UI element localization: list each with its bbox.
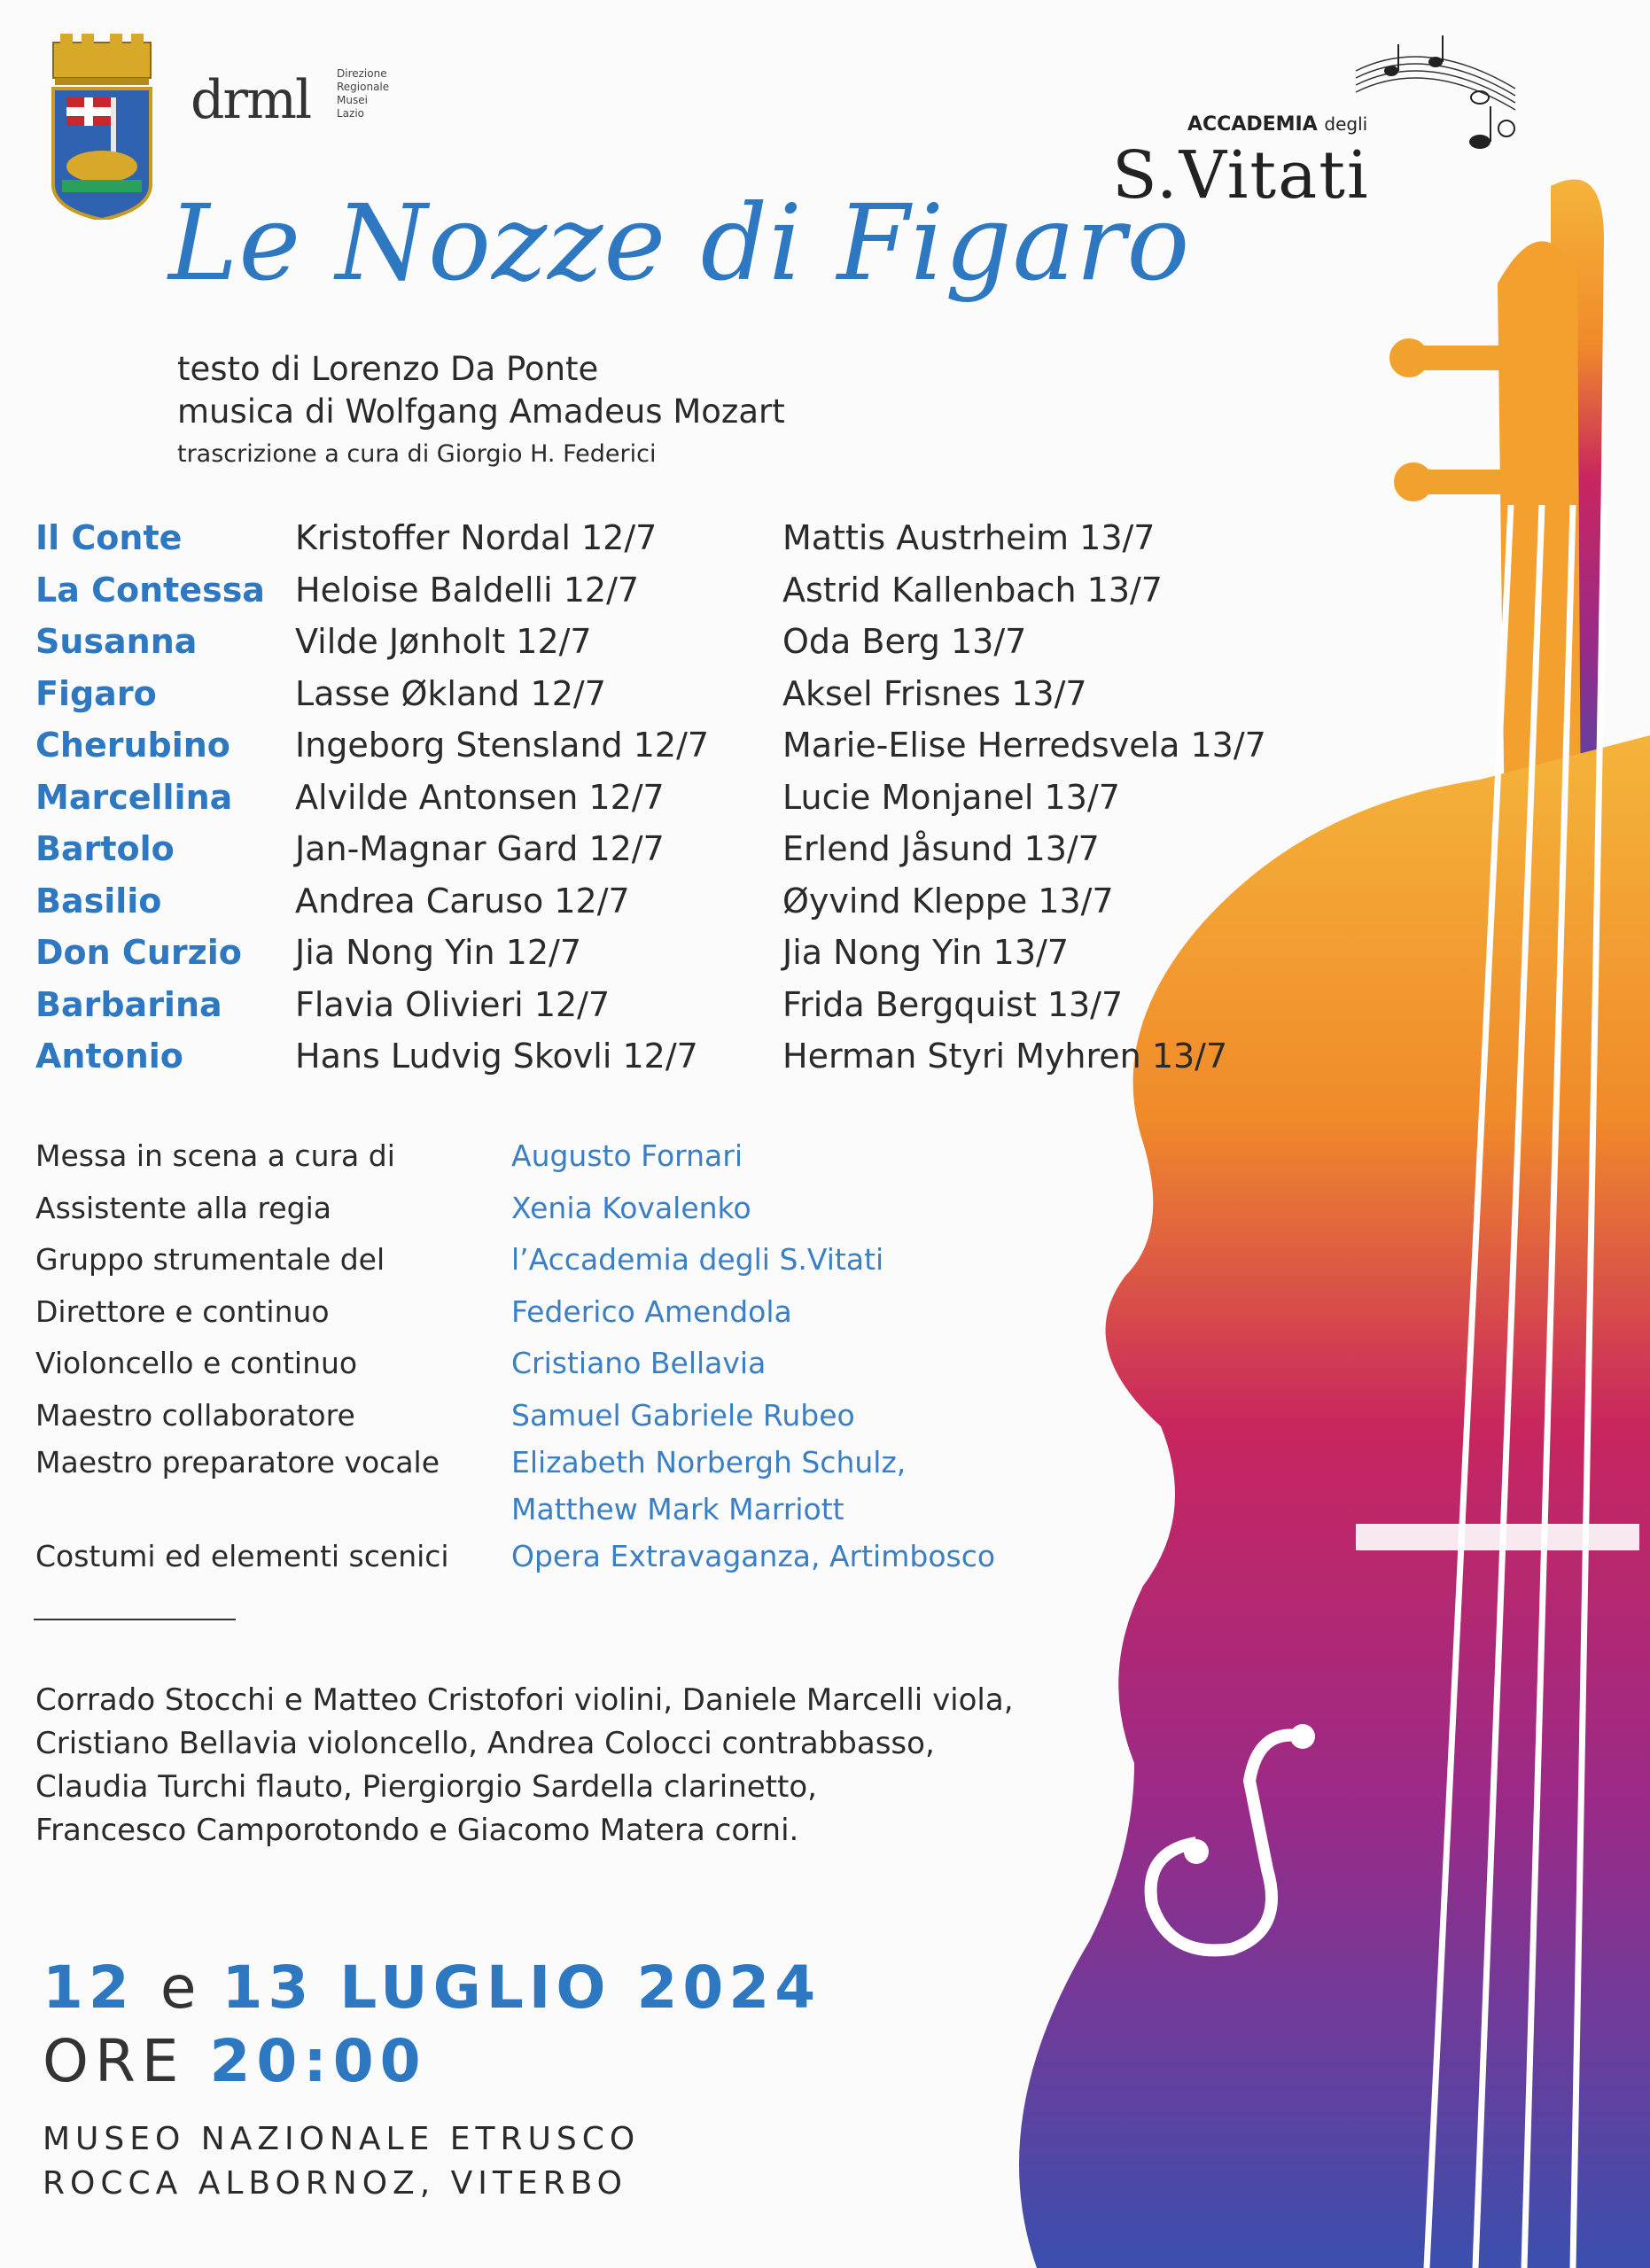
credit-value: Cristiano Bellavia: [511, 1346, 767, 1380]
credit-row: [35, 1294, 1055, 1347]
role: Don Curzio: [35, 933, 242, 972]
singer-12: Lasse Økland 12/7: [295, 673, 606, 713]
singer-13: Mattis Austrheim 13/7: [782, 518, 1156, 557]
singer-12: Alvilde Antonsen 12/7: [295, 777, 665, 817]
credit-value: Xenia Kovalenko: [511, 1190, 751, 1225]
cast-row: [35, 622, 1320, 674]
cast-row: [35, 726, 1320, 778]
role: Il Conte: [35, 518, 183, 557]
cast-row: [35, 518, 1320, 571]
page-title: Le Nozze di Figaro: [168, 182, 1191, 304]
credit-row: [35, 1398, 1055, 1445]
transcription-credit: trascrizione a cura di Giorgio H. Federici: [177, 440, 657, 468]
orchestra-line: Claudia Turchi flauto, Piergiorgio Sardella clarinetto,: [35, 1769, 817, 1805]
credit-row: [35, 1492, 1055, 1539]
academy-name: S.Vitati: [1112, 137, 1370, 214]
credit-label: Maestro preparatore vocale: [35, 1444, 440, 1480]
drml-logo: drml: [191, 69, 311, 131]
divider: [34, 1619, 236, 1620]
credit-label: Maestro collaboratore: [35, 1397, 355, 1433]
municipal-crest-icon: [44, 34, 160, 220]
orchestra-credits: [35, 1679, 1187, 1852]
credit-value: Matthew Mark Marriott: [511, 1491, 844, 1526]
credit-value: Augusto Fornari: [511, 1138, 743, 1173]
credit-value: Federico Amendola: [511, 1293, 792, 1329]
singer-13: Oda Berg 13/7: [782, 622, 1027, 661]
cast-row: [35, 778, 1320, 830]
music-credit: musica di Wolfgang Amadeus Mozart: [177, 392, 785, 431]
credit-value: l’Accademia degli S.Vitati: [511, 1242, 884, 1277]
singer-13: Aksel Frisnes 13/7: [782, 673, 1087, 713]
credit-row: [35, 1138, 1055, 1191]
orchestra-line: Corrado Stocchi e Matteo Cristofori violini, Daniele Marcelli viola,: [35, 1682, 1014, 1718]
event-venue: MUSEO NAZIONALE ETRUSCO ROCCA ALBORNOZ, VITERBO: [43, 2121, 641, 2202]
cast-row: [35, 985, 1320, 1037]
credit-row: [35, 1539, 1055, 1591]
credit-value: Opera Extravaganza, Artimbosco: [511, 1538, 996, 1573]
singer-12: Hans Ludvig Skovli 12/7: [295, 1037, 698, 1076]
singer-13: Frida Bergquist 13/7: [782, 984, 1124, 1024]
singer-12: Vilde Jønholt 12/7: [295, 622, 592, 661]
singer-13: Lucie Monjanel 13/7: [782, 777, 1120, 817]
credit-row: [35, 1445, 1055, 1492]
cast-row: [35, 882, 1320, 934]
cast-row: [35, 571, 1320, 623]
singer-12: Ingeborg Stensland 12/7: [295, 726, 710, 765]
libretto-credit: testo di Lorenzo Da Ponte: [177, 350, 599, 388]
credit-label: Costumi ed elementi scenici: [35, 1538, 449, 1573]
event-date: 12 e 13 LUGLIO 2024: [43, 1953, 821, 2022]
production-credits: [35, 1138, 1055, 1590]
drml-subtitle: Direzione Regionale Musei Lazio: [337, 67, 390, 120]
music-notes-icon: [1347, 35, 1524, 177]
academy-prefix: ACCADEMIA degli: [1187, 113, 1368, 136]
credit-label: Messa in scena a cura di: [35, 1138, 395, 1173]
cast-row: [35, 933, 1320, 985]
role: Bartolo: [35, 829, 175, 868]
credit-label: Assistente alla regia: [35, 1190, 331, 1225]
cast-row: [35, 674, 1320, 726]
singer-13: Erlend Jåsund 13/7: [782, 829, 1100, 868]
singer-13: Herman Styri Myhren 13/7: [782, 1037, 1228, 1076]
credit-label: Gruppo strumentale del: [35, 1242, 385, 1277]
singer-13: Jia Nong Yin 13/7: [782, 933, 1069, 972]
singer-13: Astrid Kallenbach 13/7: [782, 570, 1163, 610]
credit-row: [35, 1346, 1055, 1398]
cast-row: [35, 829, 1320, 882]
credit-value: Elizabeth Norbergh Schulz,: [511, 1444, 907, 1480]
singer-12: Andrea Caruso 12/7: [295, 881, 630, 920]
singer-12: Jia Nong Yin 12/7: [295, 933, 581, 972]
credit-row: [35, 1242, 1055, 1294]
role: Antonio: [35, 1037, 183, 1076]
role: Basilio: [35, 881, 162, 920]
singer-13: Øyvind Kleppe 13/7: [782, 881, 1114, 920]
singer-12: Flavia Olivieri 12/7: [295, 984, 611, 1024]
orchestra-line: Francesco Camporotondo e Giacomo Matera corni.: [35, 1813, 799, 1848]
credit-label: [35, 1492, 511, 1539]
role: Susanna: [35, 622, 198, 661]
singer-12: Kristoffer Nordal 12/7: [295, 518, 658, 557]
role: Figaro: [35, 673, 157, 713]
orchestra-line: Cristiano Bellavia violoncello, Andrea Colocci contrabbasso,: [35, 1726, 935, 1761]
credit-label: Violoncello e continuo: [35, 1346, 358, 1380]
event-time: ORE 20:00: [43, 2027, 427, 2095]
role: Barbarina: [35, 984, 222, 1024]
role: La Contessa: [35, 570, 265, 610]
credit-label: Direttore e continuo: [35, 1293, 330, 1329]
credit-value: Samuel Gabriele Rubeo: [511, 1397, 855, 1433]
cast-row: [35, 1037, 1320, 1089]
singer-12: Heloise Baldelli 12/7: [295, 570, 640, 610]
singer-13: Marie-Elise Herredsvela 13/7: [782, 726, 1266, 765]
cast-list: [35, 518, 1320, 1089]
credit-row: [35, 1191, 1055, 1243]
role: Marcellina: [35, 777, 233, 817]
role: Cherubino: [35, 726, 230, 765]
singer-12: Jan-Magnar Gard 12/7: [295, 829, 665, 868]
